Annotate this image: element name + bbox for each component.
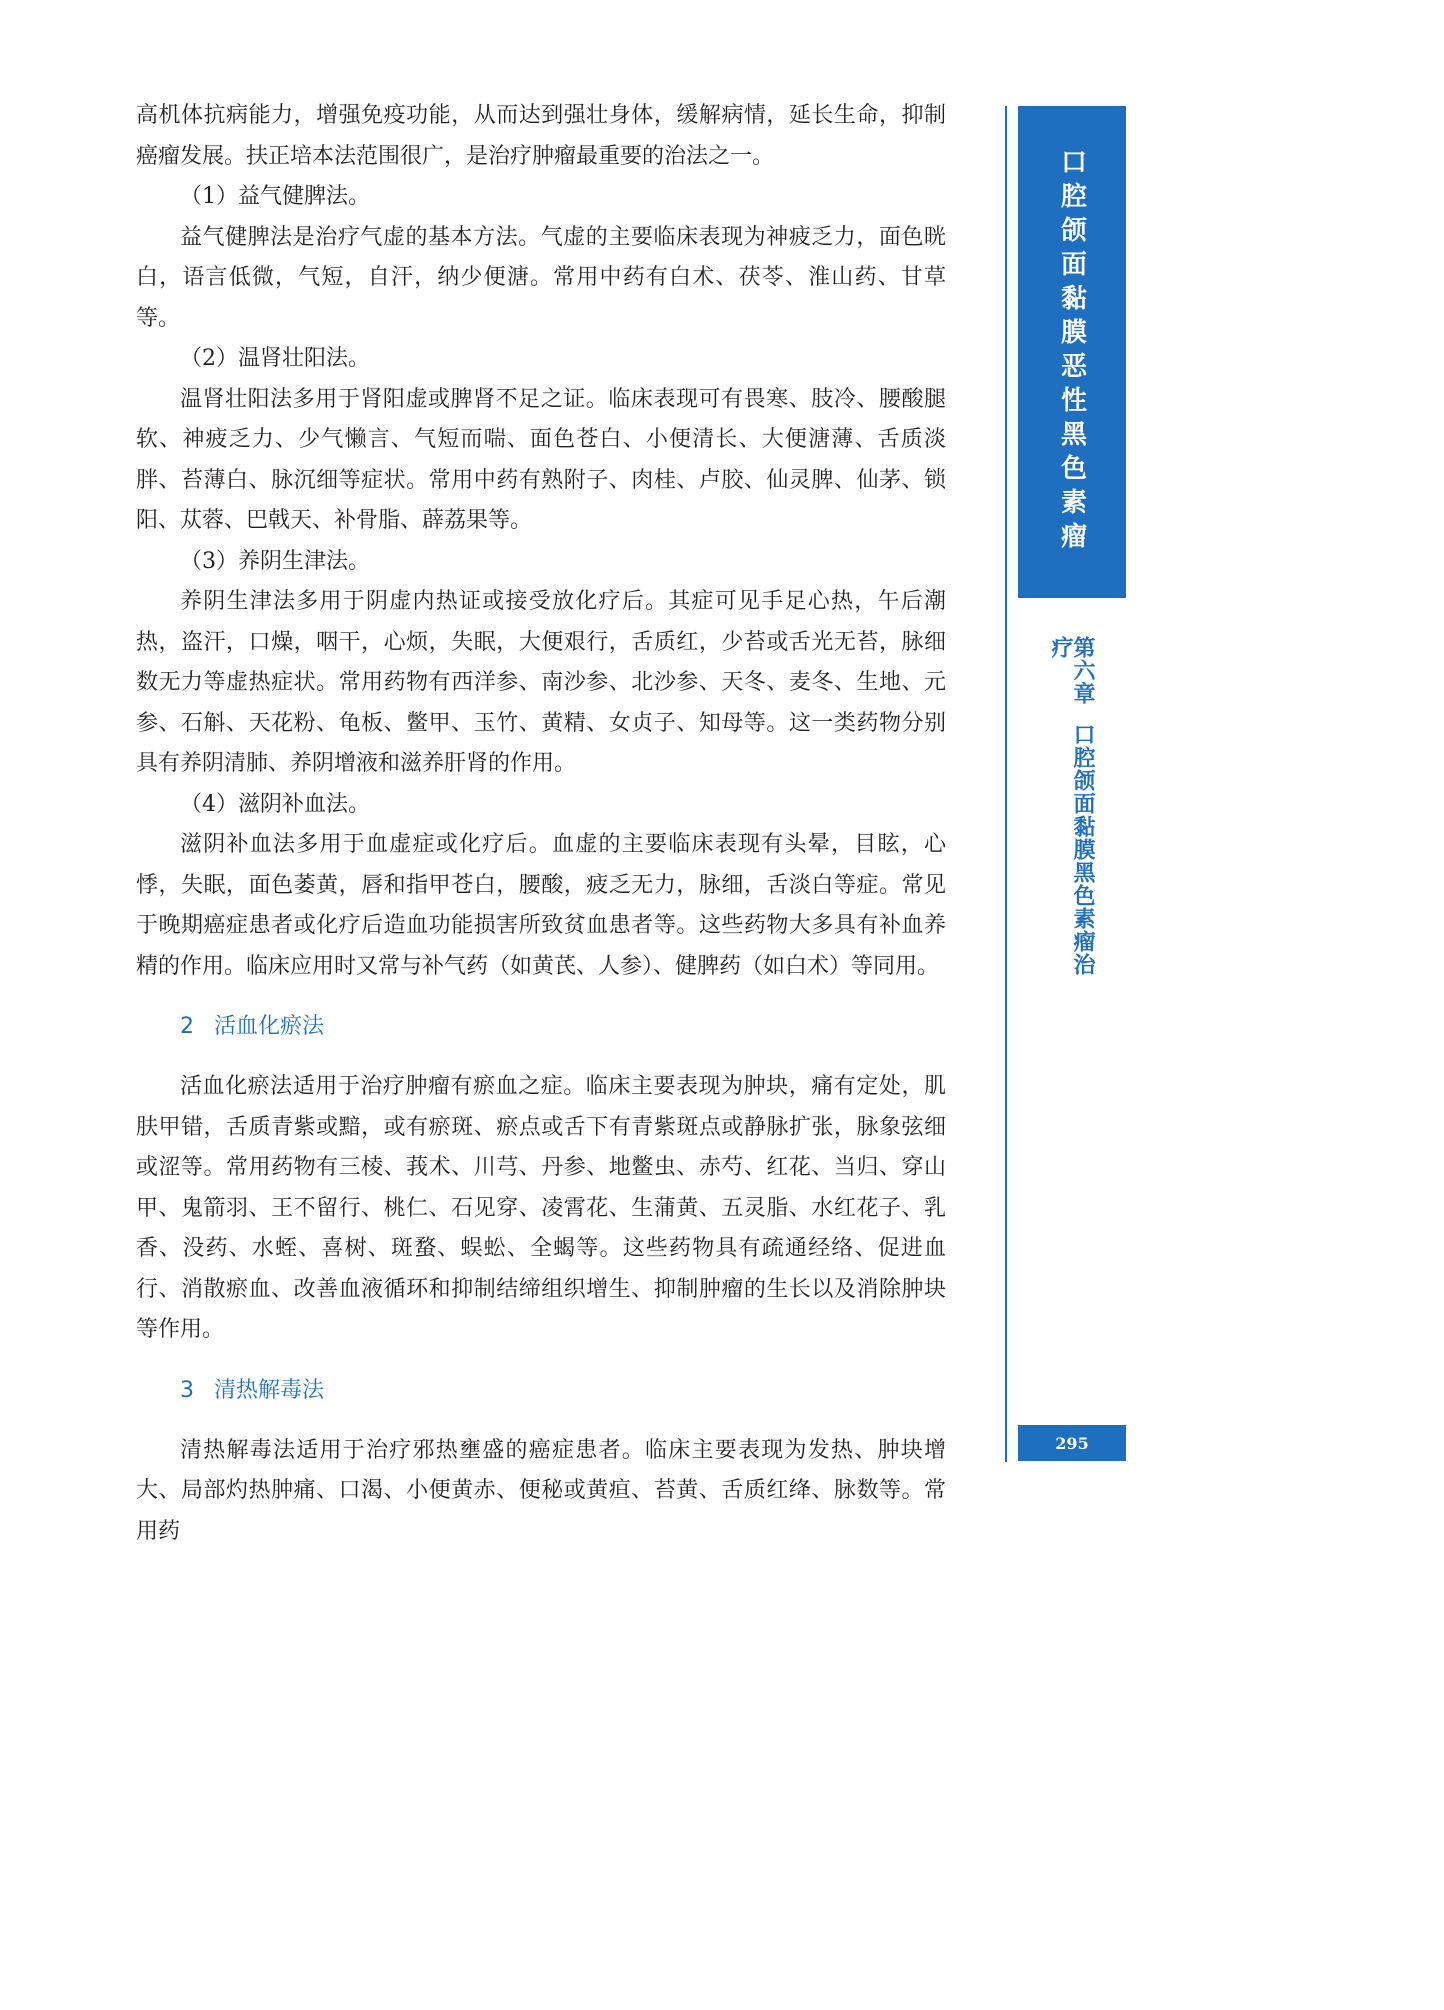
subsection-heading-1: （1）益气健脾法。: [180, 184, 370, 209]
book-title-tab: [1018, 106, 1126, 598]
body-text: [136, 96, 946, 1552]
section-title-3: 清热解毒法: [214, 1377, 325, 1403]
paragraph-2: 温肾壮阳法多用于肾阳虚或脾肾不足之证。临床表现可有畏寒、肢冷、腰酸腿软、神疲乏力、少气懒言、气短而喘、面色苍白、小便清长、大便溏薄、舌质淡胖、苔薄白、脉沉细等症状。常用中药有熟附子、肉桂、卢胶、仙灵脾、仙茅、锁阳、苁蓉、巴戟天、补骨脂、薜荔果等。: [136, 386, 946, 533]
chapter-label: [1050, 636, 1094, 996]
paragraph-continued: 高机体抗病能力，增强免疫功能，从而达到强壮身体，缓解病情，延长生命，抑制癌瘤发展。扶正培本法范围很广，是治疗肿瘤最重要的治法之一。: [136, 103, 946, 169]
section-heading-2: [136, 1007, 946, 1047]
paragraph-3: 养阴生津法多用于阴虚内热证或接受放化疗后。其症可见手足心热，午后潮热，盗汗，口燥，咽干，心烦，失眠，大便艰行，舌质红，少苔或舌光无苔，脉细数无力等虚热症状。常用药物有西洋参、南沙参、北沙参、天冬、麦冬、生地、元参、石斛、天花粉、龟板、鳖甲、玉竹、黄精、女贞子、知母等。这一类药物分别具有养阴清肺、养阴增液和滋养肝肾的作用。: [136, 589, 946, 776]
paragraph-section-2: 活血化瘀法适用于治疗肿瘤有瘀血之症。临床主要表现为肿块，痛有定处，肌肤甲错，舌质青紫或黯，或有瘀斑、瘀点或舌下有青紫斑点或静脉扩张，脉象弦细或涩等。常用药物有三棱、莪术、川芎、丹参、地鳖虫、赤芍、红花、当归、穿山甲、鬼箭羽、王不留行、桃仁、石见穿、凌霄花、生蒲黄、五灵脂、水红花子、乳香、没药、水蛭、喜树、斑蝥、蜈蚣、全蝎等。这些药物具有疏通经络、促进血行、消散瘀血、改善血液循环和抑制结缔组织增生、抑制肿瘤的生长以及消除肿块等作用。: [136, 1074, 946, 1342]
subsection-heading-2: （2）温肾壮阳法。: [180, 346, 370, 371]
margin-rule: [1005, 106, 1007, 1462]
subsection-heading-4: （4）滋阴补血法。: [180, 791, 370, 817]
subsection-heading-3: （3）养阴生津法。: [180, 548, 370, 574]
section-title-2: 活血化瘀法: [214, 1014, 325, 1039]
paragraph-1: 益气健脾法是治疗气虚的基本方法。气虚的主要临床表现为神疲乏力，面色晄白，语言低微，气短，自汗，纳少便溏。常用中药有白术、茯苓、淮山药、甘草等。: [136, 224, 946, 331]
section-heading-3: [136, 1371, 946, 1411]
paragraph-section-3: 清热解毒法适用于治疗邪热壅盛的癌症患者。临床主要表现为发热、肿块增大、局部灼热肿痛、口渴、小便黄赤、便秘或黄疸、苔黄、舌质红绛、脉数等。常用药: [136, 1437, 946, 1544]
page-number: 295: [1018, 1425, 1126, 1461]
chapter-title: 口腔颌面黏膜黑色素瘤治疗: [1048, 636, 1096, 976]
section-number-3: 3: [180, 1377, 194, 1403]
paragraph-4: 滋阴补血法多用于血虚症或化疗后。血虚的主要临床表现有头晕，目眩，心悸，失眠，面色萎黄，唇和指甲苍白，腰酸，疲乏无力，脉细，舌淡白等症。常见于晚期癌症患者或化疗后造血功能损害所致贫血患者等。这些药物大多具有补血养精的作用。临床应用时又常与补气药（如黄芪、人参）、健脾药（如白术）等同用。: [136, 832, 946, 979]
section-number-2: 2: [180, 1014, 194, 1039]
chapter-tab: [1018, 636, 1126, 996]
chapter-number: 第六章: [1070, 636, 1096, 705]
book-title: 口腔颌面黏膜恶性黑色素瘤: [1056, 148, 1087, 556]
